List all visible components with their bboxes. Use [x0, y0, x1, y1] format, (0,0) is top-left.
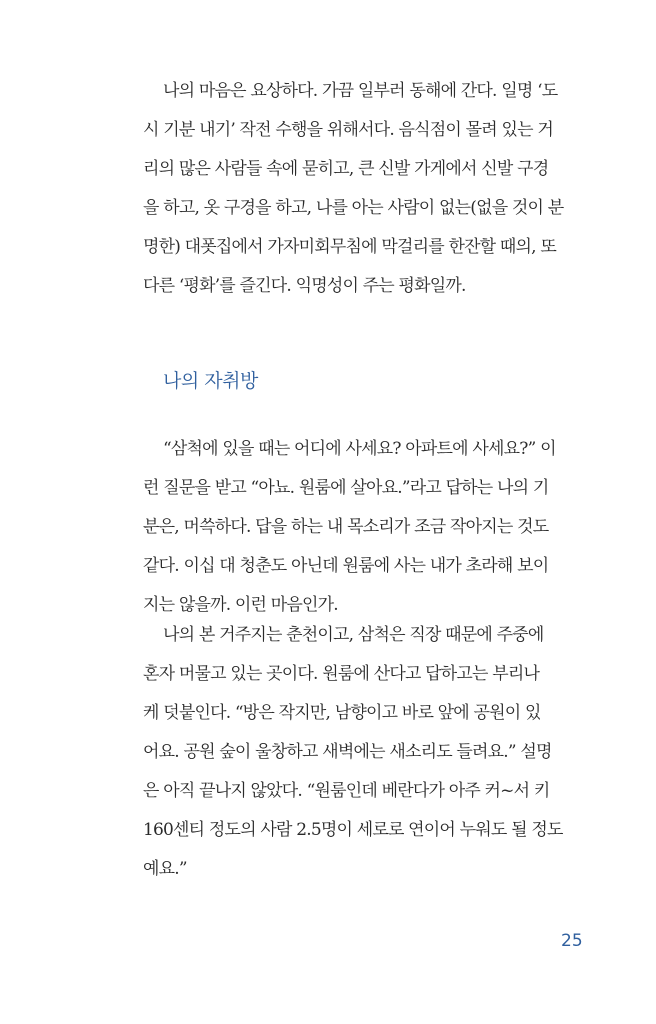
- text-line: “삼척에 있을 때는 어디에 사세요? 아파트에 사세요?” 이: [163, 439, 556, 459]
- text-line: 어요. 공원 숲이 울창하고 새벽에는 새소리도 들려요.” 설명: [143, 742, 552, 762]
- text-line: 160센티 정도의 사람 2.5명이 세로로 연이어 누워도 될 정도: [143, 820, 563, 840]
- text-line: 런 질문을 받고 “아뇨. 원룸에 살아요.”라고 답하는 나의 기: [143, 478, 549, 498]
- text-line: 다른 ‘평화’를 즐긴다. 익명성이 주는 평화일까.: [143, 276, 466, 296]
- text-line: 케 덧붙인다. “방은 작지만, 남향이고 바로 앞에 공원이 있: [143, 703, 541, 723]
- text-line: 같다. 이십 대 청춘도 아닌데 원룸에 사는 내가 초라해 보이: [143, 556, 549, 576]
- text-line: 나의 본 거주지는 춘천이고, 삼척은 직장 때문에 주중에: [163, 625, 544, 645]
- text-line: 혼자 머물고 있는 곳이다. 원룸에 산다고 답하고는 부리나: [143, 664, 540, 684]
- text-line: 예요.”: [143, 859, 187, 879]
- text-line: 나의 마음은 요상하다. 가끔 일부러 동해에 간다. 일명 ‘도: [163, 81, 558, 101]
- text-line: 리의 많은 사람들 속에 묻히고, 큰 신발 가게에서 신발 구경: [143, 159, 549, 179]
- text-line: 을 하고, 옷 구경을 하고, 나를 아는 사람이 없는(없을 것이 분: [143, 198, 564, 218]
- text-line: 지는 않을까. 이런 마음인가.: [143, 595, 338, 615]
- text-line: 명한) 대폿집에서 가자미회무침에 막걸리를 한잔할 때의, 또: [143, 237, 556, 257]
- section-heading: 나의 자취방: [163, 370, 258, 392]
- text-line: 시 기분 내기’ 작전 수행을 위해서다. 음식점이 몰려 있는 거: [143, 120, 553, 140]
- text-line: 은 아직 끝나지 않았다. “원룸인데 베란다가 아주 커~서 키: [143, 781, 550, 801]
- text-line: 분은, 머쓱하다. 답을 하는 내 목소리가 조금 작아지는 것도: [143, 517, 549, 537]
- page-number: 25: [561, 931, 583, 951]
